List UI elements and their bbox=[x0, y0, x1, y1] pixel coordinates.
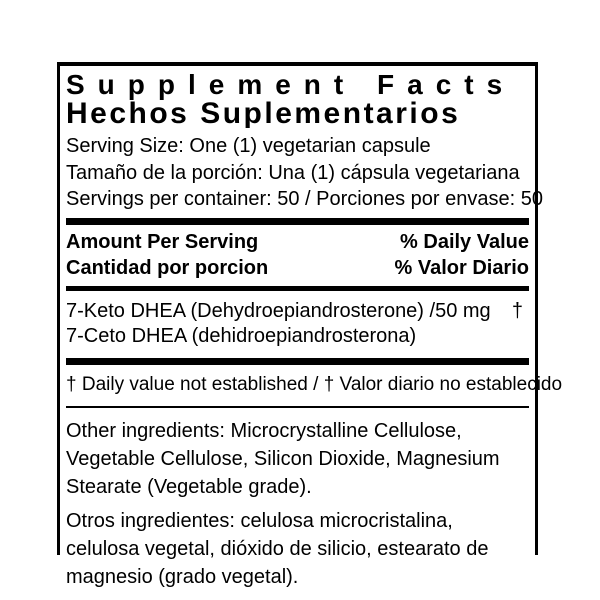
divider-rule-thin bbox=[66, 406, 529, 408]
amount-per-serving-header-spanish: Cantidad por porcion bbox=[66, 256, 269, 279]
column-header-row-english bbox=[66, 229, 529, 255]
serving-size-spanish: Tamaño de la porción: Una (1) cápsula vegetariana bbox=[66, 161, 520, 184]
daily-value-dagger: † bbox=[511, 299, 523, 322]
divider-bar-thick-top bbox=[66, 218, 529, 225]
column-headers-section bbox=[66, 225, 529, 286]
nutrient-row-spanish bbox=[66, 324, 529, 349]
nutrient-row-english bbox=[66, 299, 529, 324]
nutrient-section bbox=[66, 291, 529, 358]
other-ingredients-spanish: Otros ingredientes: celulosa microcristalina, celulosa vegetal, dióxido de silicio, estearato de magnesio (grado vegetal). bbox=[66, 509, 489, 588]
daily-value-header: % Daily Value bbox=[400, 230, 529, 253]
serving-size-english: Serving Size: One (1) vegetarian capsule bbox=[66, 135, 431, 157]
column-header-row-spanish bbox=[66, 255, 529, 281]
daily-value-footnote: † Daily value not established / † Valor diario no establecido bbox=[66, 373, 563, 395]
serving-info-section bbox=[66, 128, 543, 218]
divider-bar-thick-bottom bbox=[66, 358, 529, 365]
daily-value-header-spanish: % Valor Diario bbox=[394, 256, 529, 279]
other-ingredients-english: Other ingredients: Microcrystalline Cellulose, Vegetable Cellulose, Silicon Dioxide, Magnesium Stearate (Vegetable grade). bbox=[66, 419, 500, 498]
label-title-spanish: Hechos Suplementarios bbox=[66, 100, 461, 128]
nutrient-name-spanish: 7-Ceto DHEA (dehidroepiandrosterona) bbox=[66, 324, 417, 347]
nutrient-name-english: 7-Keto DHEA (Dehydroepiandrosterone) /50 mg bbox=[66, 299, 491, 322]
label-title-english: Supplement Facts bbox=[66, 69, 516, 100]
amount-per-serving-header: Amount Per Serving bbox=[66, 230, 259, 253]
servings-per-container: Servings per container: 50 / Porciones por envase: 50 bbox=[66, 188, 543, 210]
supplement-facts-label bbox=[57, 62, 563, 588]
